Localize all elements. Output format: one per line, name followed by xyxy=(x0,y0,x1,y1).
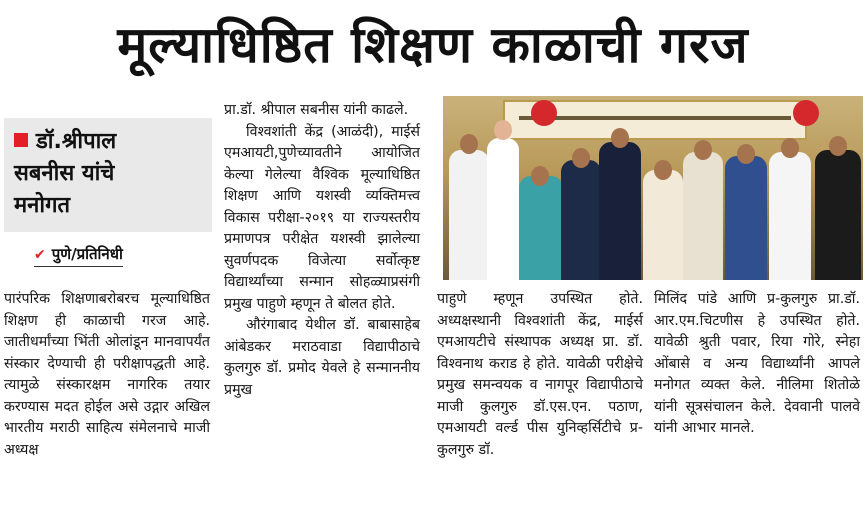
person-figure xyxy=(815,150,861,280)
person-head xyxy=(694,140,712,160)
dateline-text: पुणे/प्रतिनिधी xyxy=(51,245,123,263)
person-head xyxy=(460,134,478,154)
checkmark-icon: ✔ xyxy=(34,247,46,263)
column-1 xyxy=(4,289,210,461)
column-2 xyxy=(224,100,420,401)
paragraph: विश्वशांती केंद्र (आळंदी), माईर्स एमआयटी,पुणेच्यावतीने आयोजित केल्या गेलेल्या वैश्विक मूल्याधिष्ठित शिक्षण आणि यशस्वी व्यक्तिमत्त्व विकास परीक्षा-२०१९ या राज्यस्तरीय प्रमाणपत्र परीक्षेत यशस्वी झालेल्या सुवर्णपदक विजेत्या सर्वोत्कृष्ट विद्यार्थ्यांच्या सन्मान सोहळ्याप्रसंगी प्रमुख पाहुणे म्हणून ते बोलत होते. xyxy=(224,123,420,312)
person-figure xyxy=(487,138,519,280)
person-head xyxy=(494,120,512,140)
person-figure xyxy=(725,156,767,280)
deck-line-3: मनोगत xyxy=(14,193,70,218)
person-head xyxy=(611,128,629,148)
paragraph: औरंगाबाद येथील डॉ. बाबासाहेब आंबेडकर मराठवाडा विद्यापीठाचे कुलगुरु डॉ. प्रमोद येवले हे सन्माननीय प्रमुख xyxy=(224,317,420,398)
dateline xyxy=(34,244,123,267)
person-head xyxy=(737,144,755,164)
person-figure xyxy=(643,170,683,280)
headline: मूल्याधिष्ठित शिक्षण काळाची गरज xyxy=(117,16,749,74)
person-figure xyxy=(519,176,563,280)
paragraph: मिलिंद पांडे आणि प्र-कुलगुरु प्रा.डॉ. आर.एम.चिटणीस हे उपस्थित होते. यावेळी श्रुती पवार, रिया गोरे, स्नेहा ओंबासे व अन्य विद्यार्थ्यांनी आपले मनोगत व्यक्त केले. नीलिमा शितोळे यांनी सूत्रसंचालन केले. देववानी पालवे यांनी आभार मानले. xyxy=(654,291,860,436)
column-4 xyxy=(654,289,860,440)
person-head xyxy=(572,148,590,168)
deck-box xyxy=(4,118,212,232)
person-figure xyxy=(561,160,601,280)
person-head xyxy=(531,166,549,186)
deck-text xyxy=(14,126,202,222)
person-figure xyxy=(683,152,723,280)
person-figure xyxy=(769,152,811,280)
person-head xyxy=(829,136,847,156)
flower-decoration xyxy=(793,100,819,126)
deck-line-1: डॉ.श्रीपाल xyxy=(36,129,117,154)
paragraph: पारंपरिक शिक्षणाबरोबरच मूल्याधिष्ठित शिक्षण ही काळाची गरज आहे. जातीधर्मांच्या भिंती ओलांडून मानवापर्यंत संस्कार देण्याची ही परीक्षापद्धती आहे. त्यामुळे संस्कारक्षम नागरिक तयार करण्यास मदत होईल असे उद्गार अखिल भारतीय मराठी साहित्य संमेलनाचे माजी अध्यक्ष xyxy=(4,291,210,458)
person-head xyxy=(781,138,799,158)
paragraph: पाहुणे म्हणून उपस्थित होते. अध्यक्षस्थानी विश्वशांती केंद्र, माईर्स एमआयटीचे संस्थापक अध्यक्ष प्रा. डॉ. विश्वनाथ कराड हे होते. यावेळी परीक्षेचे प्रमुख समन्वयक व नागपूर विद्यापीठाचे माजी कुलगुरु डॉ.एस.एन. पठाण, एमआयटी वर्ल्ड पीस युनिव्हर्सिटीचे प्र-कुलगुरु डॉ. xyxy=(437,291,643,458)
deck-line-2: सबनीस यांचे xyxy=(14,161,115,186)
flower-decoration xyxy=(531,100,557,126)
event-photo xyxy=(443,96,863,280)
paragraph: प्रा.डॉ. श्रीपाल सबनीस यांनी काढले. xyxy=(224,102,409,118)
person-figure xyxy=(599,142,641,280)
red-square-icon xyxy=(14,133,28,147)
person-figure xyxy=(449,150,489,280)
person-head xyxy=(654,160,672,180)
column-3 xyxy=(437,289,643,461)
